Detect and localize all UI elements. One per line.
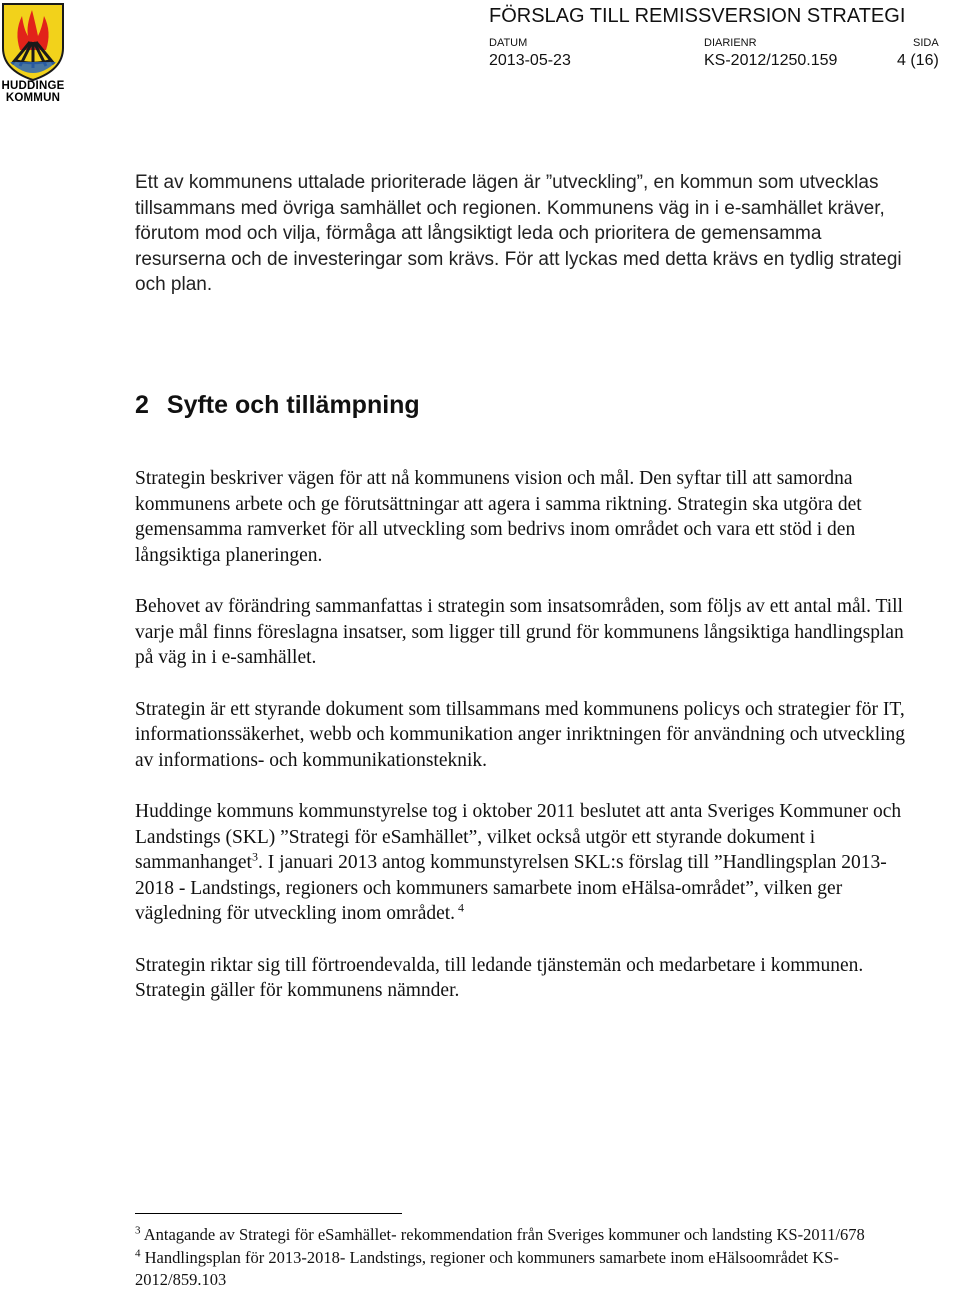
paragraph: Behovet av förändring sammanfattas i strategin som insatsområden, som följs av ett antal mål. Till varje mål finns föreslagna insatser, som ligger till grund för kommunens långsiktiga handlingsplan på väg in i e-samhället. [135, 596, 904, 668]
footnotes [135, 1224, 915, 1292]
paragraph [135, 799, 915, 927]
footnote-ref[interactable]: 4 [455, 900, 465, 915]
paragraph-text: . I januari 2013 antog kommunstyrelsen SKL:s förslag till ”Handlingsplan 2013-2018 - Landstings, regioners och kommuners samarbete inom eHälsa-området”, vilken ger vägledning för utveckling inom området. [135, 852, 887, 924]
footnote-number: 4 [135, 1247, 141, 1260]
date-label: DATUM [489, 37, 528, 49]
section-title: Syfte och tillämpning [166, 391, 420, 419]
footnote-text: Handlingsplan för 2013-2018- Landstings, regioner och kommuners samarbete inom eHälsoområdet KS-2012/859.103 [135, 1248, 839, 1289]
intro-paragraph: Ett av kommunens uttalade prioriterade lägen är ”utveckling”, en kommun som utvecklas tillsammans med övriga samhället och regionen. Kommunens väg in i e-samhället kräver, förutom mod och vilja, förmåga att långsiktigt leda och prioritera de gemensamma resurserna och de investeringar som krävs. För att lyckas med detta krävs en tydlig strategi och plan. [135, 172, 902, 295]
section-number: 2 [135, 391, 149, 419]
document-title: FÖRSLAG TILL REMISSVERSION STRATEGI [489, 5, 906, 27]
footnote-ref[interactable]: 3 [251, 849, 258, 864]
paragraph: Strategin är ett styrande dokument som tillsammans med kommunens policys och strategier för IT, informationssäkerhet, webb och kommunikation anger inriktningen för användning och utveckling av informations- och kommunikationsteknik. [135, 698, 906, 771]
date-value: 2013-05-23 [489, 52, 571, 69]
footnote [135, 1247, 915, 1291]
coat-of-arms-icon [0, 2, 66, 82]
paragraph: Strategin riktar sig till förtroendevalda, till ledande tjänstemän och medarbetare i kommunen. Strategin gäller för kommunens nämnder. [135, 954, 864, 1001]
logo-text: HUDDINGE KOMMUN [1, 80, 65, 104]
reg-number-label: DIARIENR [704, 37, 757, 49]
municipality-logo [0, 2, 66, 110]
footnote-divider [135, 1213, 402, 1214]
page-number: 4 (16) [897, 52, 939, 69]
footnote-number: 3 [135, 1224, 141, 1237]
footnote [135, 1224, 915, 1246]
document-body [135, 170, 915, 1001]
paragraph: Strategin beskriver vägen för att nå kommunens vision och mål. Den syftar till att samordna kommunens arbete och ge förutsättningar att agera i samma riktning. Strategin ska utgöra det gemensamma ramverket för all utveckling som bedrivs inom området och vara ett stöd i den långsiktiga planeringen. [135, 468, 862, 566]
paragraph-text: Huddinge kommuns kommunstyrelse tog i oktober 2011 beslutet att anta Sveriges Kommuner och Landstings (SKL) ”Strategi för eSamhället”, vilket också utgör ett styrande dokument i sammanhanget [135, 801, 902, 873]
page-label: SIDA [913, 37, 939, 49]
section-body [135, 466, 915, 1030]
footnote-text: Antagande av Strategi för eSamhället- rekommendation från Sveriges kommuner och landsting KS-2011/678 [140, 1225, 865, 1244]
reg-number-value: KS-2012/1250.159 [704, 52, 838, 69]
section-heading [135, 391, 420, 420]
